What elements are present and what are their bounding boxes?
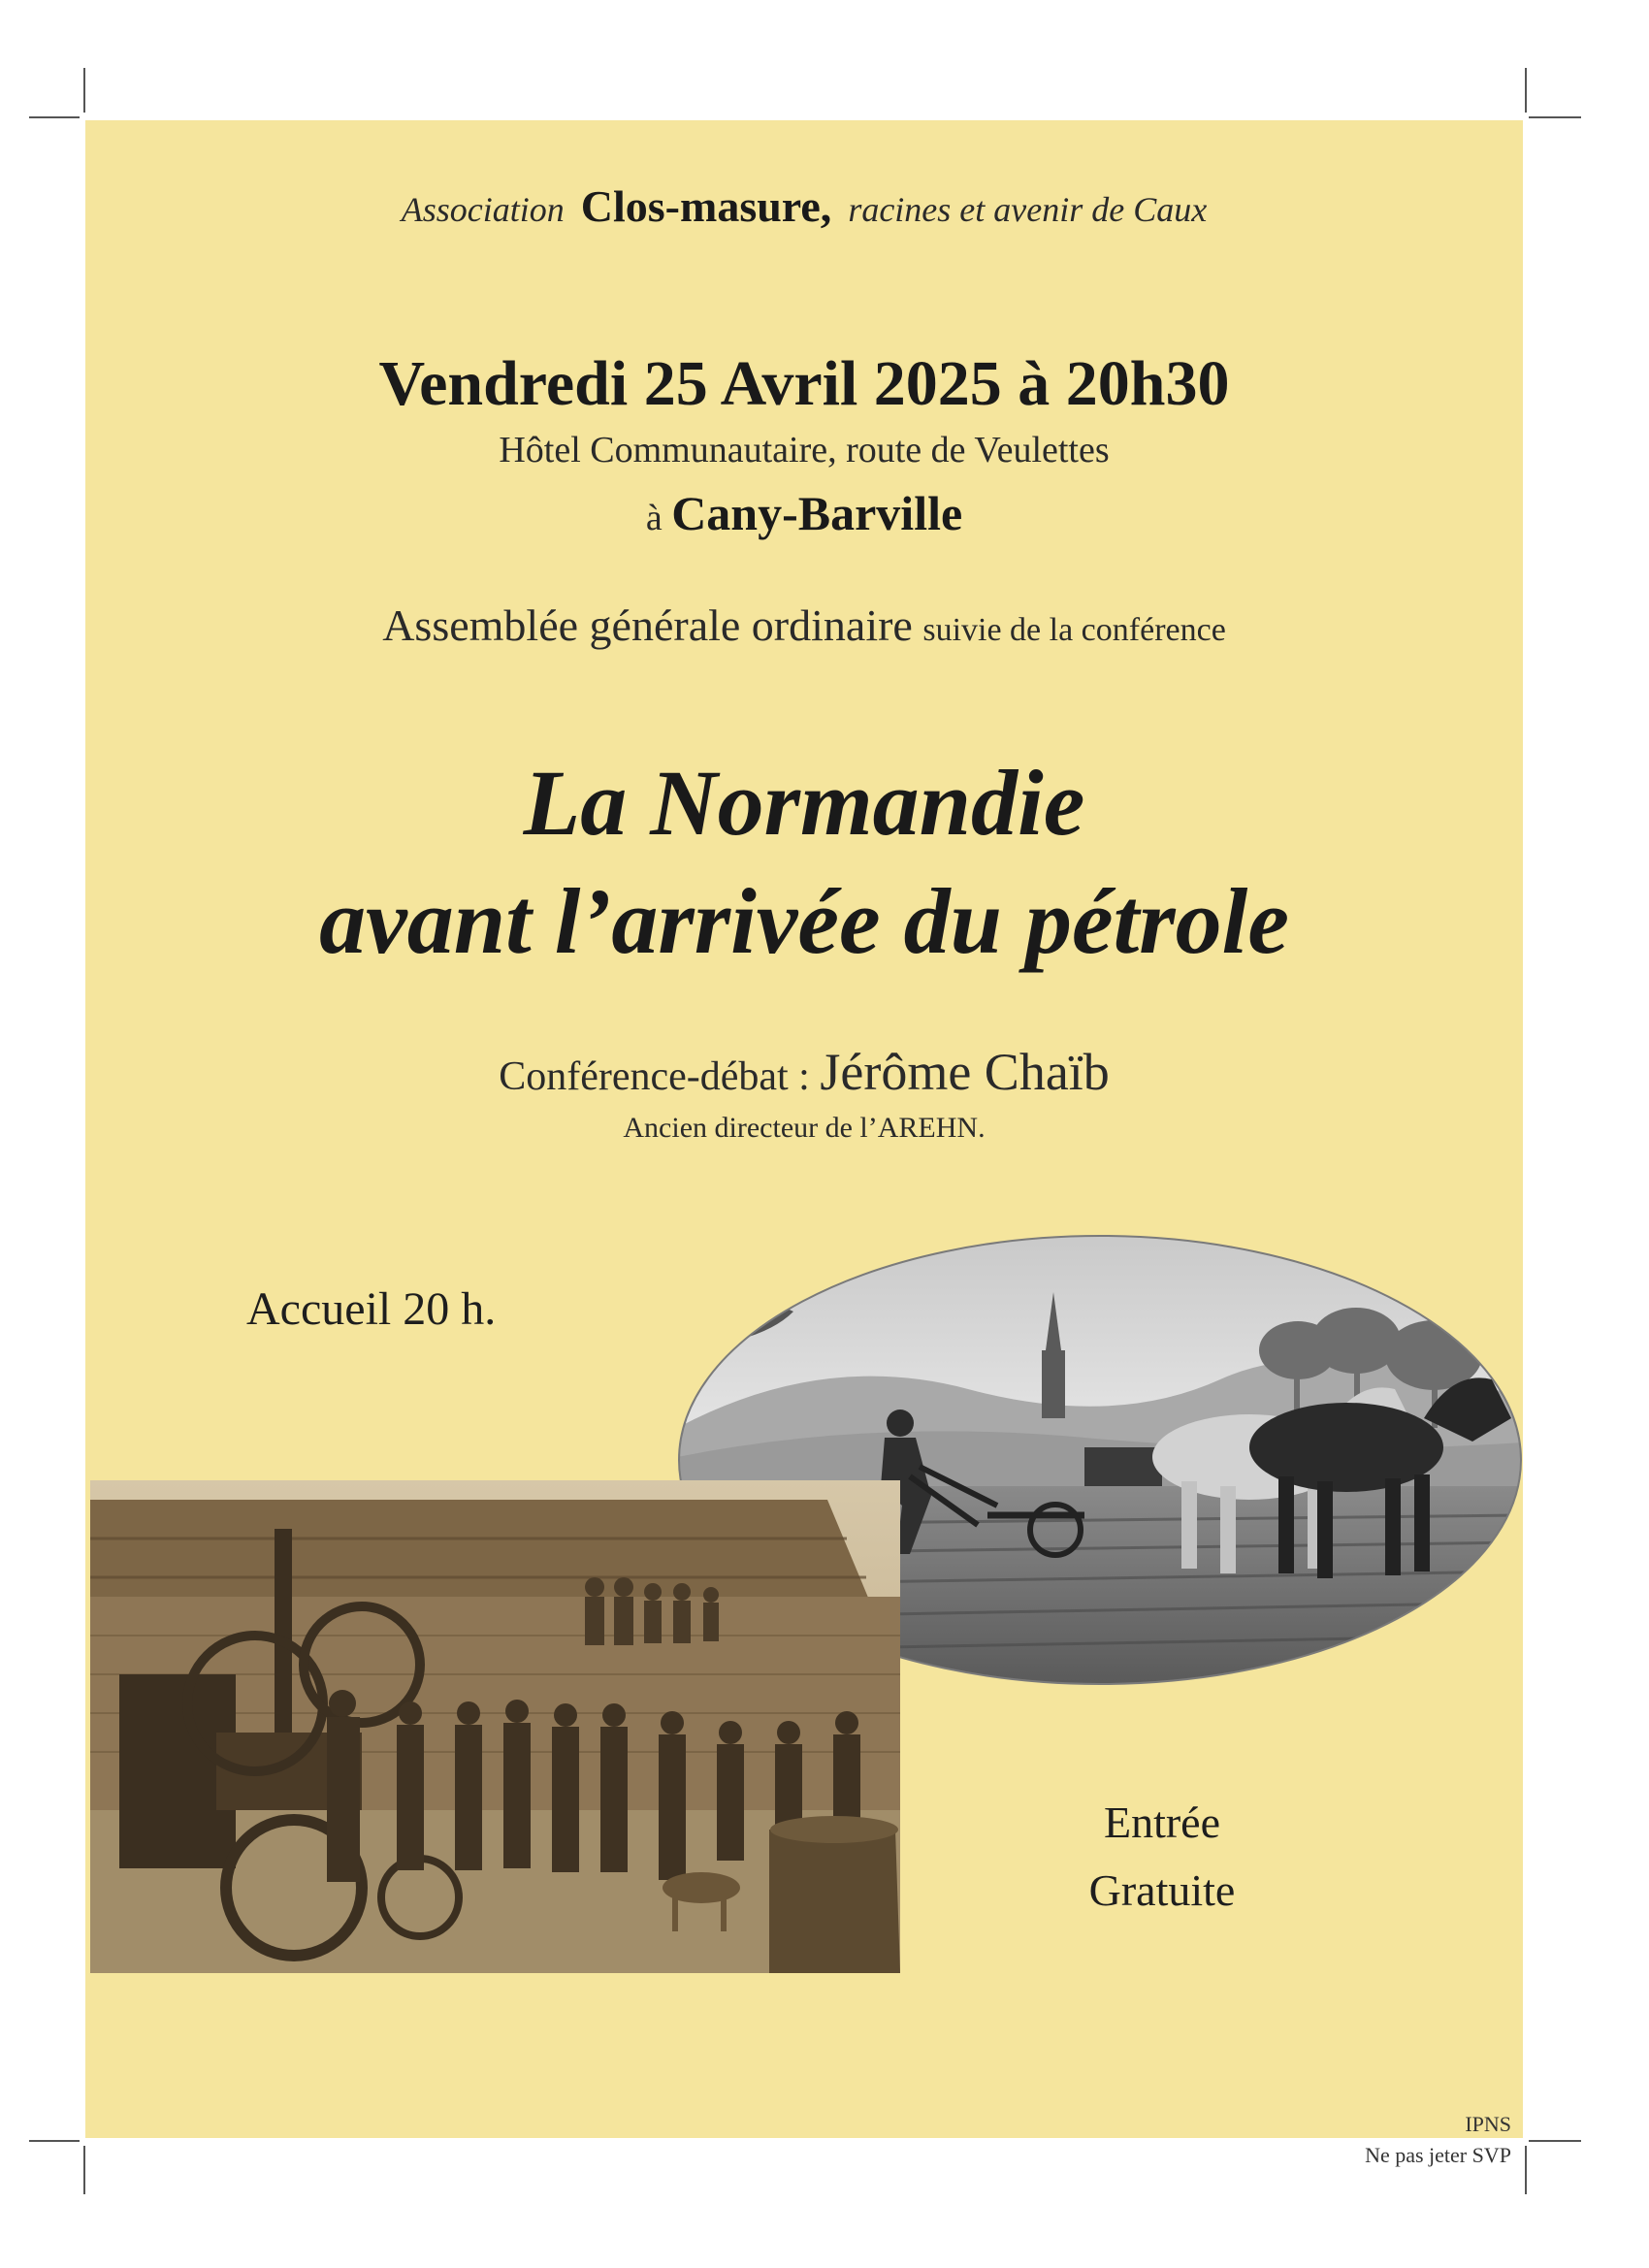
crop-mark	[1529, 116, 1581, 118]
crop-mark	[29, 2140, 80, 2142]
event-date: Vendredi 25 Avril 2025 à 20h30	[378, 348, 1230, 419]
event-town: Cany-Barville	[671, 486, 963, 540]
entry-free	[1055, 1789, 1269, 1925]
crop-mark	[1525, 2146, 1527, 2194]
agm-main: Assemblée générale ordinaire	[382, 600, 913, 650]
agm-line	[85, 599, 1523, 651]
association-line	[85, 180, 1523, 232]
talk-title-line1: La Normandie	[523, 751, 1085, 855]
entry-line2: Gratuite	[1088, 1865, 1236, 1915]
entry-line1: Entrée	[1103, 1798, 1221, 1847]
speaker-label: Conférence-débat :	[499, 1054, 810, 1099]
farm-workers-photo	[90, 1480, 900, 1973]
town-prefix: à	[645, 498, 663, 538]
poster	[85, 120, 1523, 2167]
speaker-line	[85, 1042, 1523, 1102]
event-town-line	[85, 485, 1523, 541]
crop-mark	[1529, 2140, 1581, 2142]
do-not-throw-notice: Ne pas jeter SVP	[1365, 2143, 1511, 2167]
speaker-name: Jérôme Chaïb	[820, 1043, 1110, 1101]
footer-notice	[1346, 2109, 1511, 2171]
association-tagline: racines et avenir de Caux	[848, 190, 1208, 229]
association-prefix: Association	[401, 190, 565, 229]
crop-mark	[83, 2146, 85, 2194]
association-name: Clos-masure,	[580, 181, 832, 231]
crop-mark	[29, 116, 80, 118]
talk-title-line2: avant l’arrivée du pétrole	[319, 869, 1289, 973]
welcome-time: Accueil 20 h.	[246, 1283, 497, 1335]
speaker-role: Ancien directeur de l’AREHN.	[623, 1112, 986, 1144]
agm-sub: suivie de la conférence	[922, 612, 1226, 648]
event-venue: Hôtel Communautaire, route de Veulettes	[499, 430, 1110, 470]
crop-mark	[83, 68, 85, 113]
crop-mark	[1525, 68, 1527, 113]
ipns-label: IPNS	[1465, 2112, 1511, 2136]
